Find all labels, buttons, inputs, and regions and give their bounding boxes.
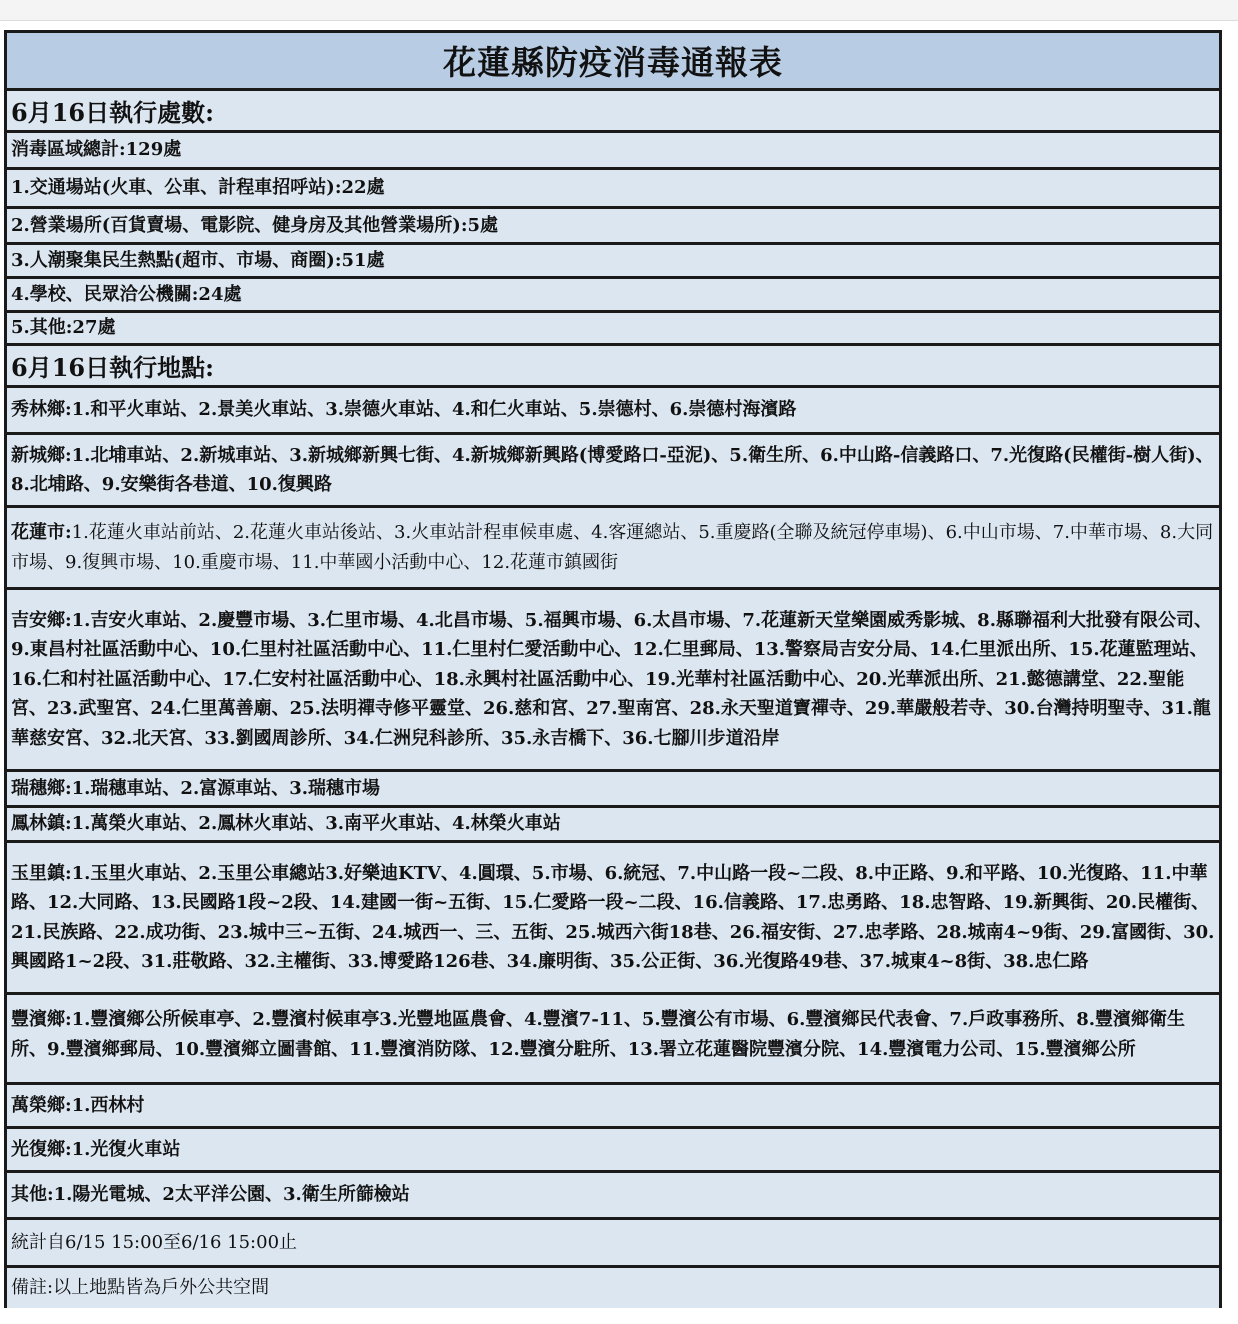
- location-wanrong: 萬榮鄉:1.西林村: [11, 1094, 145, 1116]
- locations-heading: 6月16日執行地點:: [11, 353, 214, 382]
- category-row: [7, 209, 1219, 245]
- disinfection-report-table: [4, 30, 1222, 1308]
- location-xincheng: 新城鄉:1.北埔車站、2.新城車站、3.新城鄉新興七街、4.新城鄉新興路(博愛路口-亞泥)、5.衛生所、6.中山路-信義路口、7.光復路(民權街-樹人街)、8.北埔路、9.安樂街各巷道、10.復興路: [11, 444, 1214, 495]
- location-xiulin: 秀林鄉:1.和平火車站、2.景美火車站、3.崇德火車站、4.和仁火車站、5.崇德村、6.崇德村海濱路: [11, 399, 797, 421]
- location-hualien-city-label: 花蓮市:: [11, 522, 72, 543]
- category-other: 5.其他:27處: [11, 317, 116, 339]
- location-fengbin: 豐濱鄉:1.豐濱鄉公所候車亭、2.豐濱村候車亭3.光豐地區農會、4.豐濱7-11、5.豐濱公有市場、6.豐濱鄉民代表會、7.戶政事務所、8.豐濱鄉衛生所、9.豐濱鄉郵局、10.豐濱鄉立圖書館、11.豐濱消防隊、12.豐濱分駐所、13.署立花蓮醫院豐濱分院、14.豐濱電力公司、15.豐濱鄉公所: [11, 1009, 1186, 1060]
- location-ruisui: 瑞穗鄉:1.瑞穗車站、2.富源車站、3.瑞穗市場: [11, 777, 381, 799]
- category-crowd: 3.人潮聚集民生熱點(超市、市場、商圈):51處: [11, 249, 385, 271]
- category-schools: 4.學校、民眾洽公機關:24處: [11, 283, 242, 305]
- location-row-ruisui: [7, 772, 1219, 808]
- location-row-fengbin: [7, 995, 1219, 1085]
- counts-heading: 6月16日執行處數:: [11, 98, 214, 127]
- report-title-row: [7, 33, 1219, 91]
- location-row-wanrong: [7, 1085, 1219, 1129]
- stats-period-row: [7, 1220, 1219, 1268]
- location-row-fenglin: [7, 808, 1219, 843]
- counts-heading-row: [7, 91, 1219, 133]
- category-row: [7, 170, 1219, 209]
- location-yuli: 玉里鎮:1.玉里火車站、2.玉里公車總站3.好樂迪KTV、4.圓環、5.市場、6.統冠、7.中山路一段~二段、8.中正路、9.和平路、10.光復路、11.中華路、12.大同路、13.民國路1段~2段、14.建國一街~五街、15.仁愛路一段~二段、16.信義路、17.忠勇路、18.忠智路、19.新興街、20.民權街、21.民族路、22.成功街、23.城中三~五街、24.城西一、三、五街、25.城西六街18巷、26.福安街、27.忠孝路、28.城南4~9街、29.富國街、30.興國路1~2段、31.莊敬路、32.主權街、33.博愛路126巷、34.廉明街、35.公正街、36.光復路49巷、37.城東4~8街、38.忠仁路: [11, 862, 1215, 972]
- report-title: 花蓮縣防疫消毒通報表: [443, 43, 783, 82]
- total-row: [7, 133, 1219, 170]
- stats-period: 統計自6/15 15:00至6/16 15:00止: [11, 1231, 298, 1253]
- locations-heading-row: [7, 346, 1219, 388]
- location-row-hualien-city: [7, 508, 1219, 590]
- location-row-yuli: [7, 843, 1219, 995]
- location-row-xincheng: [7, 435, 1219, 508]
- location-row-guangfu: [7, 1129, 1219, 1173]
- total-count: 消毒區域總計:129處: [11, 139, 182, 161]
- category-row: [7, 279, 1219, 313]
- category-transport: 1.交通場站(火車、公車、計程車招呼站):22處: [11, 177, 385, 199]
- category-row: [7, 313, 1219, 346]
- location-other: 其他:1.陽光電城、2太平洋公園、3.衛生所篩檢站: [11, 1184, 410, 1206]
- location-jian: 吉安鄉:1.吉安火車站、2.慶豐市場、3.仁里市場、4.北昌市場、5.福興市場、6.太昌市場、7.花蓮新天堂樂園威秀影城、8.縣聯福利大批發有限公司、9.東昌村社區活動中心、10.仁里村社區活動中心、11.仁里村仁愛活動中心、12.仁里郵局、13.警察局吉安分局、14.仁里派出所、15.花蓮監理站、16.仁和村社區活動中心、17.仁安村社區活動中心、18.永興村社區活動中心、19.光華村社區活動中心、20.光華派出所、21.懿德講堂、22.聖能宮、23.武聖宮、24.仁里萬善廟、25.法明禪寺修平靈堂、26.慈和宮、27.聖南宮、28.永天聖道寶禪寺、29.華嚴般若寺、30.台灣持明聖寺、31.龍華慈安宮、32.北天宮、33.劉國周診所、34.仁洲兒科診所、35.永吉橋下、36.七腳川步道沿岸: [11, 609, 1212, 749]
- location-row-xiulin: [7, 388, 1219, 435]
- location-row-other: [7, 1173, 1219, 1220]
- category-business: 2.營業場所(百貨賣場、電影院、健身房及其他營業場所):5處: [11, 214, 498, 236]
- category-row: [7, 245, 1219, 279]
- location-hualien-city-list: 1.花蓮火車站前站、2.花蓮火車站後站、3.火車站計程車候車處、4.客運總站、5.重慶路(全聯及統冠停車場)、6.中山市場、7.中華市場、8.大同市場、9.復興市場、10.重慶市場、11.中華國小活動中心、12.花蓮市鎮國街: [11, 522, 1214, 573]
- location-row-jian: [7, 590, 1219, 772]
- browser-top-bar: [0, 0, 1238, 21]
- location-guangfu: 光復鄉:1.光復火車站: [11, 1138, 181, 1160]
- note: 備註:以上地點皆為戶外公共空間: [11, 1277, 270, 1299]
- location-hualien-city: [11, 518, 1215, 577]
- location-fenglin: 鳳林鎮:1.萬榮火車站、2.鳳林火車站、3.南平火車站、4.林榮火車站: [11, 813, 561, 835]
- note-row: [7, 1268, 1219, 1308]
